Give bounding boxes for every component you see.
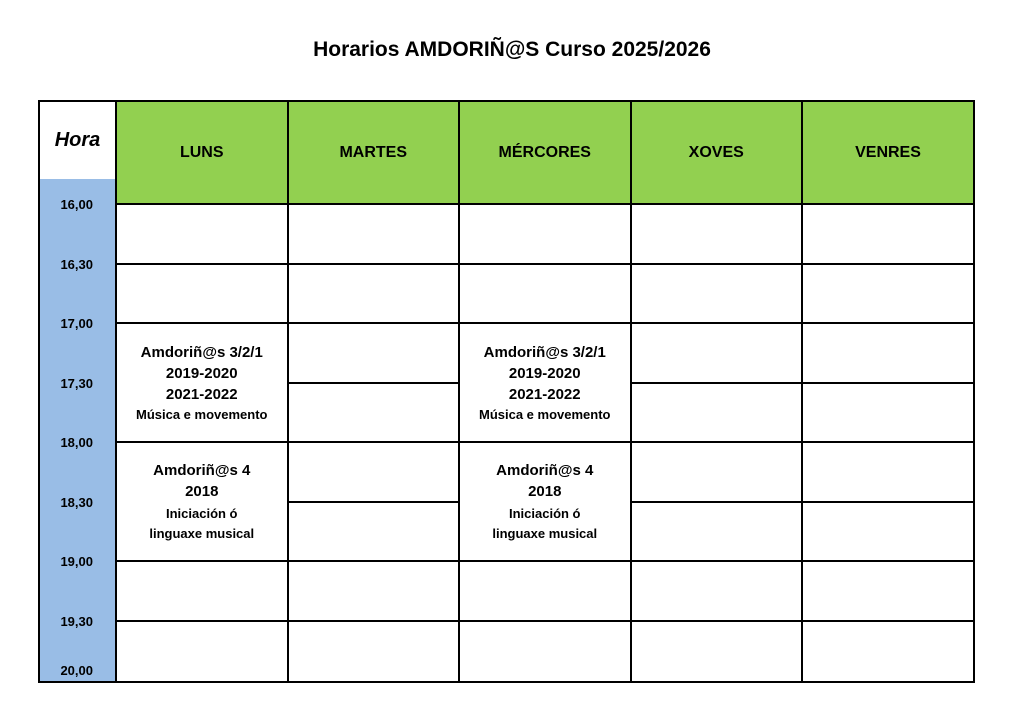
slot-xoves-2 bbox=[632, 324, 804, 384]
time-label: 16,30 bbox=[60, 256, 93, 272]
slot-mercores-7 bbox=[460, 622, 632, 682]
event-line3: 2021-2022 bbox=[508, 386, 581, 403]
slot-martes-5 bbox=[289, 503, 461, 563]
slot-venres-1 bbox=[803, 265, 973, 325]
slot-venres-6 bbox=[803, 562, 973, 622]
event-line3: Iniciación ó bbox=[508, 506, 581, 521]
slot-venres-7 bbox=[803, 622, 973, 682]
day-header-venres: VENRES bbox=[803, 102, 973, 205]
day-header-mercores: MÉRCORES bbox=[460, 102, 632, 205]
slot-martes-6 bbox=[289, 562, 461, 622]
slot-martes-2 bbox=[289, 324, 461, 384]
slot-venres-2 bbox=[803, 324, 973, 384]
event-mercores-2 bbox=[460, 443, 632, 562]
slot-xoves-3 bbox=[632, 384, 804, 444]
time-label: 18,00 bbox=[60, 435, 93, 450]
slot-xoves-6 bbox=[632, 562, 804, 622]
page-title: Horarios AMDORIÑ@S Curso 2025/2026 bbox=[313, 38, 711, 61]
event-line4: Música e movemento bbox=[136, 407, 268, 422]
day-header-xoves: XOVES bbox=[632, 102, 804, 205]
time-label: 17,30 bbox=[60, 375, 93, 391]
event-line3: Iniciación ó bbox=[165, 506, 238, 521]
slot-luns-6 bbox=[117, 562, 289, 622]
event-line1: Amdoriñ@s 3/2/1 bbox=[140, 344, 263, 361]
event-line2: 2018 bbox=[528, 483, 562, 500]
slot-xoves-1 bbox=[632, 265, 804, 325]
slot-martes-4 bbox=[289, 443, 461, 503]
slot-martes-7 bbox=[289, 622, 461, 682]
event-line1: Amdoriñ@s 3/2/1 bbox=[483, 344, 606, 361]
time-column bbox=[40, 179, 117, 681]
time-label: 18,30 bbox=[60, 494, 93, 510]
slot-venres-4 bbox=[803, 443, 973, 503]
event-mercores-1 bbox=[460, 324, 632, 443]
hora-header: Hora bbox=[40, 102, 117, 179]
slot-venres-0 bbox=[803, 205, 973, 265]
slot-luns-7 bbox=[117, 622, 289, 682]
slot-xoves-4 bbox=[632, 443, 804, 503]
slot-venres-3 bbox=[803, 384, 973, 444]
slot-martes-3 bbox=[289, 384, 461, 444]
event-line3: 2021-2022 bbox=[165, 386, 238, 403]
event-line2: 2019-2020 bbox=[165, 365, 238, 382]
slot-luns-0 bbox=[117, 205, 289, 265]
event-line4: Música e movemento bbox=[479, 407, 611, 422]
slot-martes-1 bbox=[289, 265, 461, 325]
slot-xoves-7 bbox=[632, 622, 804, 682]
slot-luns-1 bbox=[117, 265, 289, 325]
event-line2: 2019-2020 bbox=[508, 365, 581, 382]
event-line1: Amdoriñ@s 4 bbox=[496, 462, 594, 479]
slot-martes-0 bbox=[289, 205, 461, 265]
event-line1: Amdoriñ@s 4 bbox=[153, 462, 251, 479]
time-label: 20,00 bbox=[60, 663, 93, 678]
slot-xoves-0 bbox=[632, 205, 804, 265]
event-luns-2 bbox=[117, 443, 289, 562]
time-label: 16,00 bbox=[60, 197, 93, 212]
event-line4: linguaxe musical bbox=[492, 526, 598, 541]
schedule-table bbox=[38, 100, 975, 683]
day-header-luns: LUNS bbox=[117, 102, 289, 205]
slot-mercores-1 bbox=[460, 265, 632, 325]
slot-xoves-5 bbox=[632, 503, 804, 563]
time-label: 19,00 bbox=[60, 554, 93, 569]
time-label: 17,00 bbox=[60, 316, 93, 331]
event-line4: linguaxe musical bbox=[149, 526, 255, 541]
slot-venres-5 bbox=[803, 503, 973, 563]
slot-mercores-6 bbox=[460, 562, 632, 622]
day-header-martes: MARTES bbox=[289, 102, 461, 205]
event-luns-1 bbox=[117, 324, 289, 443]
slot-mercores-0 bbox=[460, 205, 632, 265]
time-label: 19,30 bbox=[60, 613, 93, 629]
event-line2: 2018 bbox=[185, 483, 219, 500]
